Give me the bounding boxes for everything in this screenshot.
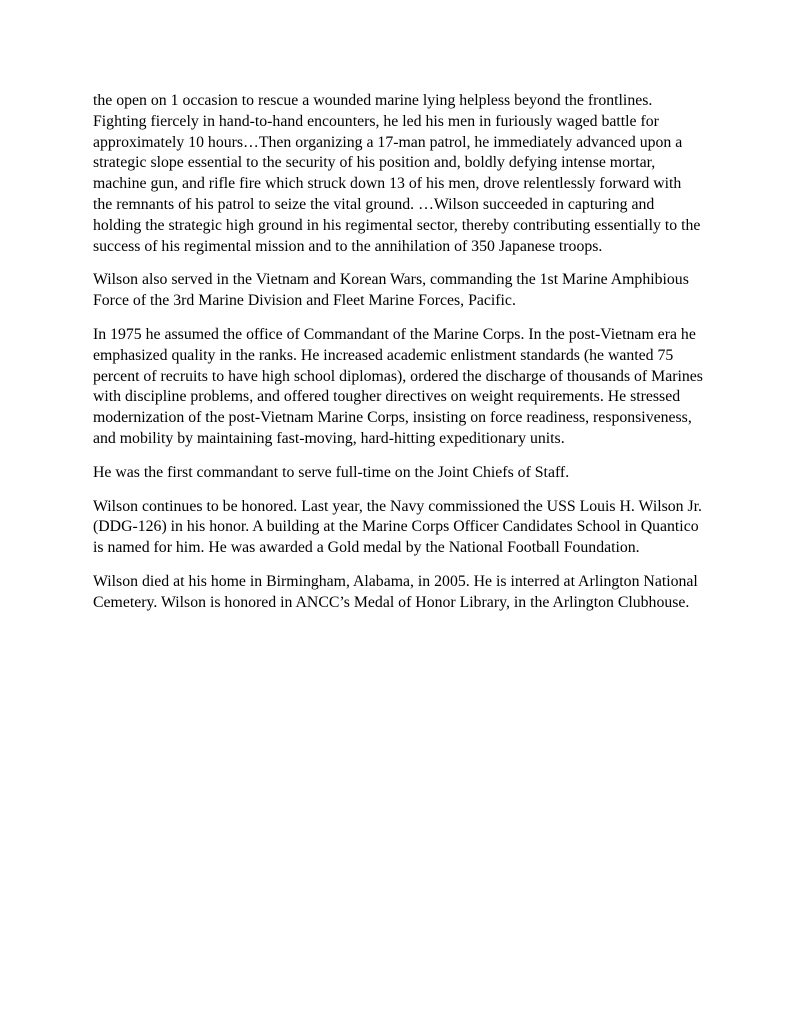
paragraph-joint-chiefs: He was the first commandant to serve full-time on the Joint Chiefs of Staff. <box>93 463 570 481</box>
paragraph-death-interment: Wilson died at his home in Birmingham, Alabama, in 2005. He is interred at Arlington National Cemetery. Wilson is honored in ANCC’s Medal of Honor Library, in the Arlington Clubhouse. <box>93 572 698 611</box>
paragraph-commandant-1975: In 1975 he assumed the office of Commandant of the Marine Corps. In the post-Vietnam era he emphasized quality in the ranks. He increased academic enlistment standards (he wanted 75 percent of recruits to have high school diplomas), ordered the discharge of thousands of Marines with discipline problems, and offered tougher directives on weight requirements. He stressed modernization of the post-Vietnam Marine Corps, insisting on force readiness, responsiveness, and mobility by maintaining fast-moving, hard-hitting expeditionary units. <box>93 325 703 447</box>
paragraph-honors: Wilson continues to be honored. Last year, the Navy commissioned the USS Louis H. Wilson Jr. (DDG-126) in his honor. A building at the Marine Corps Officer Candidates School in Quantico is named for him. He was awarded a Gold medal by the National Football Foundation. <box>93 497 702 557</box>
paragraph-vietnam-korea-service: Wilson also served in the Vietnam and Korean Wars, commanding the 1st Marine Amphibious Force of the 3rd Marine Division and Fleet Marine Forces, Pacific. <box>93 271 689 310</box>
document-body <box>93 91 704 627</box>
paragraph-wwii-citation: the open on 1 occasion to rescue a wounded marine lying helpless beyond the frontlines. Fighting fiercely in hand-to-hand encounters, he led his men in furiously waged battle for approximately 10 hours…Then organizing a 17-man patrol, he immediately advanced upon a strategic slope essential to the security of his position and, boldly defying intense mortar, machine gun, and rifle fire which struck down 13 of his men, drove relentlessly forward with the remnants of his patrol to seize the vital ground. …Wilson succeeded in capturing and holding the strategic high ground in his regimental sector, thereby contributing essentially to the success of his regimental mission and to the annihilation of 350 Japanese troops. <box>93 92 701 255</box>
